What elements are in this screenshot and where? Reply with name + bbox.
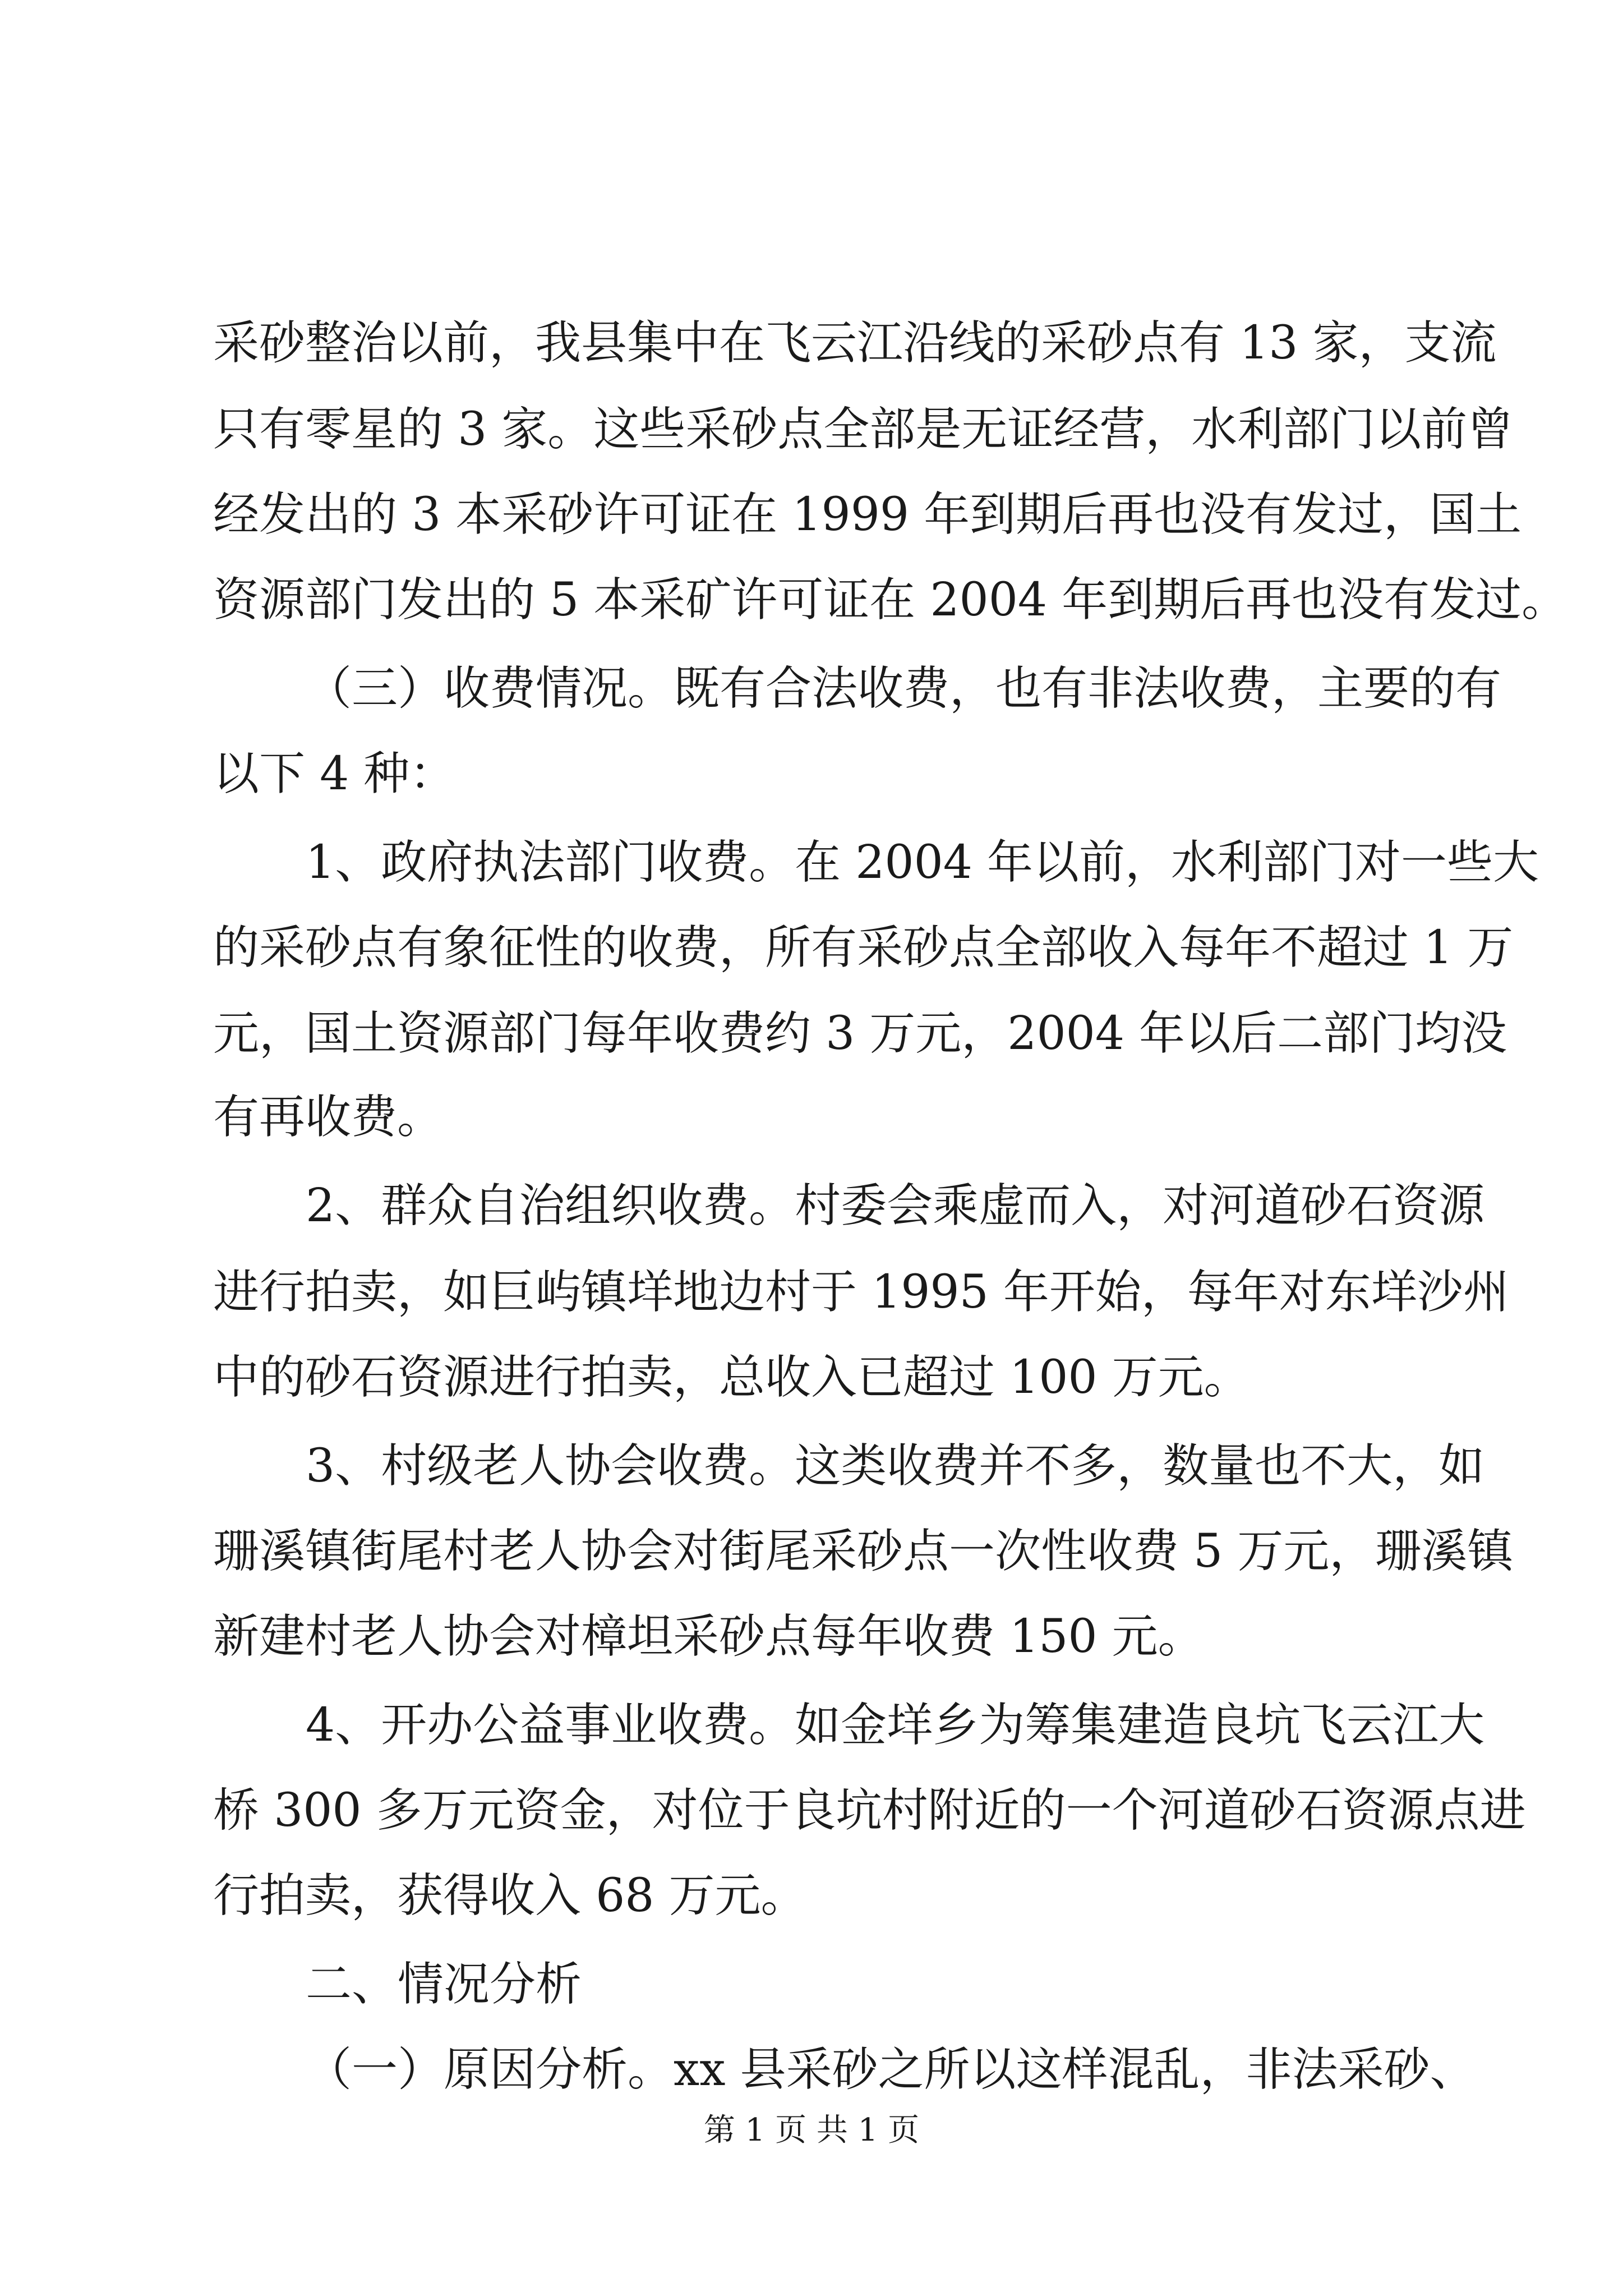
text-line-content: 元，国土资源部门每年收费约 3 万元，2004 年以后二部门均没 xyxy=(213,1007,1507,1060)
text-line xyxy=(0,385,1623,475)
text-line xyxy=(0,1592,1623,1682)
section-heading-line xyxy=(0,1940,1623,2030)
text-line-content: 1、政府执法部门收费。在 2004 年以前，水利部门对一些大 xyxy=(306,836,1539,889)
text-line xyxy=(0,1333,1623,1423)
text-line-content: 行拍卖，获得收入 68 万元。 xyxy=(213,1869,807,1922)
text-line xyxy=(0,989,1623,1079)
section-heading-line xyxy=(0,2025,1623,2115)
text-line-content: 以下 4 种： xyxy=(213,747,456,800)
text-line-content: 只有零星的 3 家。这些采砂点全部是无证经营，水利部门以前曾 xyxy=(213,403,1514,456)
text-line-content: 的采砂点有象征性的收费，所有采砂点全部收入每年不超过 1 万 xyxy=(213,921,1514,974)
paragraph-first-line xyxy=(0,1421,1623,1511)
text-line-content: 二、情况分析 xyxy=(306,1958,582,2011)
text-line xyxy=(0,1248,1623,1337)
text-line xyxy=(0,903,1623,993)
text-line-content: 有再收费。 xyxy=(213,1091,444,1144)
paragraph-first-line xyxy=(0,1681,1623,1770)
section-heading-line xyxy=(0,644,1623,734)
text-line-content: 3、村级老人协会收费。这类收费并不多，数量也不大，如 xyxy=(306,1439,1485,1493)
text-line xyxy=(0,298,1623,388)
text-line-content: 2、群众自治组织收费。村委会乘虚而入，对河道砂石资源 xyxy=(306,1179,1485,1232)
text-line-content: 经发出的 3 本采砂许可证在 1999 年到期后再也没有发过，国土 xyxy=(213,488,1522,541)
text-line-content: 进行拍卖，如巨屿镇垟地边村于 1995 年开始，每年对东垟沙州 xyxy=(213,1266,1509,1319)
text-line-content: 新建村老人协会对樟坦采砂点每年收费 150 元。 xyxy=(213,1610,1204,1663)
text-line xyxy=(0,729,1623,819)
text-line-content: 资源部门发出的 5 本采矿许可证在 2004 年到期后再也没有发过。 xyxy=(213,573,1568,627)
page-footer: 第 1 页 共 1 页 xyxy=(703,2112,920,2148)
text-line-content: （三）收费情况。既有合法收费，也有非法收费，主要的有 xyxy=(306,662,1502,715)
paragraph-first-line xyxy=(0,818,1623,908)
text-line xyxy=(0,1851,1623,1941)
text-line-content: 采砂整治以前，我县集中在飞云江沿线的采砂点有 13 家，支流 xyxy=(213,316,1497,370)
text-line xyxy=(0,1073,1623,1162)
paragraph-first-line xyxy=(0,1161,1623,1251)
text-line xyxy=(0,470,1623,560)
text-line-content: 中的砂石资源进行拍卖，总收入已超过 100 万元。 xyxy=(213,1351,1250,1404)
text-line xyxy=(0,1507,1623,1596)
text-line xyxy=(0,555,1623,645)
text-line-content: 4、开办公益事业收费。如金垟乡为筹集建造良坑飞云江大 xyxy=(306,1699,1485,1752)
text-line-content: （一）原因分析。xx 县采砂之所以这样混乱，非法采砂、 xyxy=(306,2043,1476,2096)
text-line xyxy=(0,1766,1623,1856)
text-line-content: 珊溪镇街尾村老人协会对街尾采砂点一次性收费 5 万元，珊溪镇 xyxy=(213,1525,1514,1578)
text-line-content: 桥 300 多万元资金，对位于良坑村附近的一个河道砂石资源点进 xyxy=(213,1784,1526,1837)
